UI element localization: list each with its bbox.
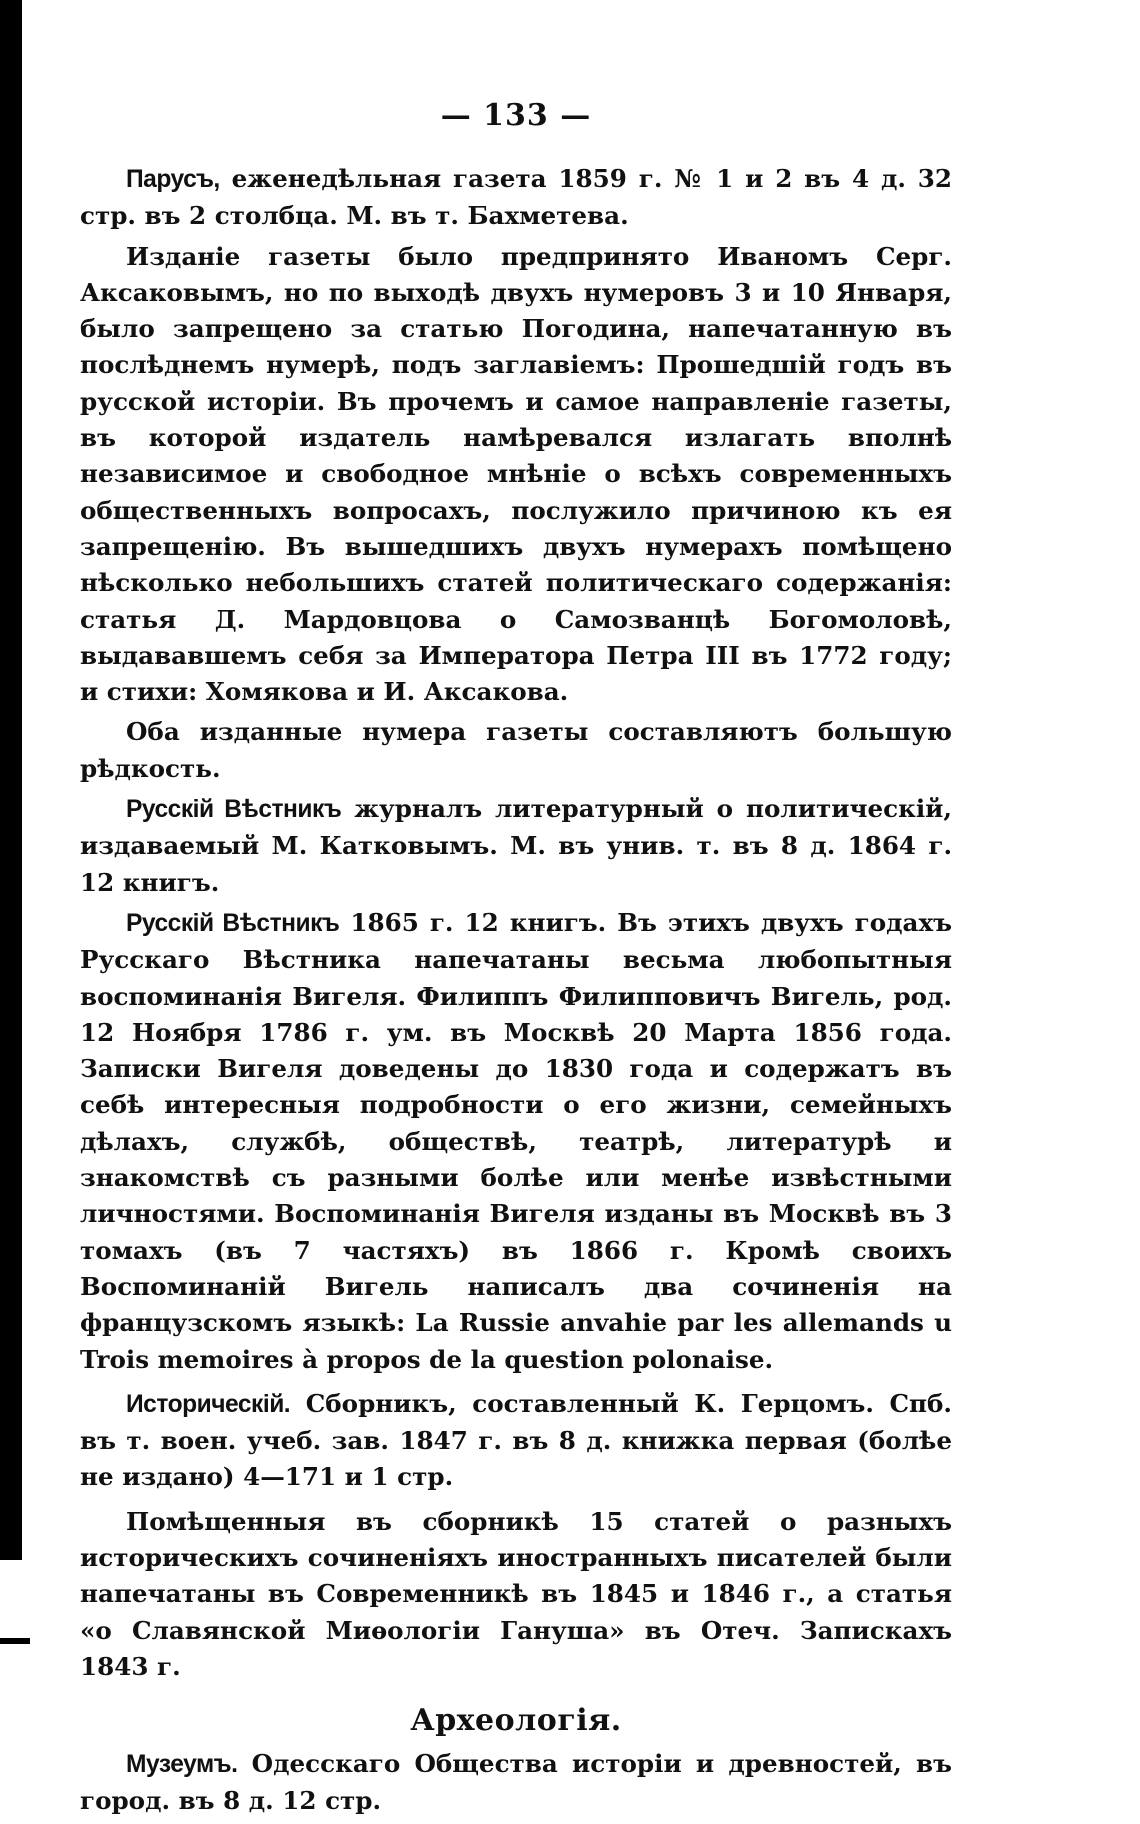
entry-text: журналъ литературный о политическій, издаваемый М. Катковымъ. М. въ унив. т. въ 8 д. 1864 г. 12 книгъ. bbox=[80, 794, 952, 897]
entry-text: 1865 г. 12 книгъ. Въ этихъ двухъ годахъ Русскаго Вѣстника напечатаны весьма любопытныя воспоминанія Вигеля. Филиппъ Филипповичъ Вигель, род. 12 Ноября 1786 г. ум. въ Москвѣ 20 Марта 1856 года. Записки Вигеля доведены до 1830 года и содержатъ въ себѣ интересныя подробности о его жизни, семейныхъ дѣлахъ, службѣ, обществѣ, театрѣ, литературѣ и знакомствѣ съ разными болѣе или менѣе извѣстными личностями. Воспоминанія Вигеля изданы въ Москвѣ въ 3 томахъ (въ 7 частяхъ) въ 1866 г. Кромѣ своихъ Воспоминаній Вигель написалъ два сочиненія на французскомъ языкѣ: La Russie anvahie par les allemands u Trois memoires à propos de la question polonaise. bbox=[80, 907, 952, 1374]
entry-russkiy-vestnik-1865 bbox=[80, 905, 952, 1378]
paragraph-text: Изданіе газеты было предпринято Иваномъ Серг. Аксаковымъ, но по выходѣ двухъ нумеровъ 3 и 10 Января, было запрещено за статью Погодина, напечатанную въ послѣднемъ нумерѣ, подъ заглавіемъ: Прошедшій годъ въ русской исторіи. Въ прочемъ и самое направленіе газеты, въ которой издатель намѣревался излагать вполнѣ независимое и свободное мнѣніе о всѣхъ современныхъ общественныхъ вопросахъ, послужило причиною къ ея запрещенію. Въ вышедшихъ двухъ нумерахъ помѣщено нѣсколько небольшихъ статей политическаго содержанія: статья Д. Мардовцова о Самозванцѣ Богомоловѣ, выдававшемъ себя за Императора Петра III въ 1772 году; и стихи: Хомякова и И. Аксакова. bbox=[80, 241, 952, 707]
entry-russkiy-vestnik-1864 bbox=[80, 791, 952, 901]
entry-parus bbox=[80, 161, 952, 235]
scan-edge-shadow-bottom bbox=[0, 1638, 30, 1644]
paragraph-sbornik-articles bbox=[80, 1504, 952, 1685]
paragraph-parus-history bbox=[80, 239, 952, 711]
entry-text: Одесскаго Общества исторіи и древностей, въ город. въ 8 д. 12 стр. bbox=[80, 1749, 952, 1816]
page-body bbox=[80, 98, 952, 1824]
entry-title: Русскій Вѣстникъ bbox=[126, 796, 342, 824]
entry-istoricheskiy bbox=[80, 1386, 952, 1496]
entry-title: Историческій. bbox=[126, 1390, 291, 1418]
paragraph-rarity bbox=[80, 714, 952, 787]
entry-title: Парусъ, bbox=[126, 166, 220, 193]
page-number: — 133 — bbox=[440, 98, 592, 133]
paragraph-text: Оба изданные нумера газеты составляютъ большую рѣдкость. bbox=[80, 717, 952, 783]
section-heading-archaeology: Археологія. bbox=[410, 1703, 622, 1739]
entry-text: Сборникъ, составленный К. Герцомъ. Спб. въ т. воен. учеб. зав. 1847 г. въ 8 д. книжка первая (болѣе не издано) 4—171 и 1 стр. bbox=[80, 1388, 952, 1492]
entry-title: Музеумъ. bbox=[126, 1751, 238, 1779]
entry-title: Русскій Вѣстникъ bbox=[126, 909, 340, 937]
entry-muzeum bbox=[80, 1746, 952, 1820]
paragraph-text: Помѣщенныя въ сборникѣ 15 статей о разныхъ историческихъ сочиненіяхъ иностранныхъ писателей были напечатаны въ Современникѣ въ 1845 и 1846 г., а статья «о Славянской Миѳологіи Гануша» въ Отеч. Запискахъ 1843 г. bbox=[80, 1506, 952, 1681]
entry-text: еженедѣльная газета 1859 г. № 1 и 2 въ 4 д. 32 стр. въ 2 столбца. М. въ т. Бахметева. bbox=[80, 164, 952, 231]
scan-edge-shadow bbox=[0, 0, 22, 1560]
